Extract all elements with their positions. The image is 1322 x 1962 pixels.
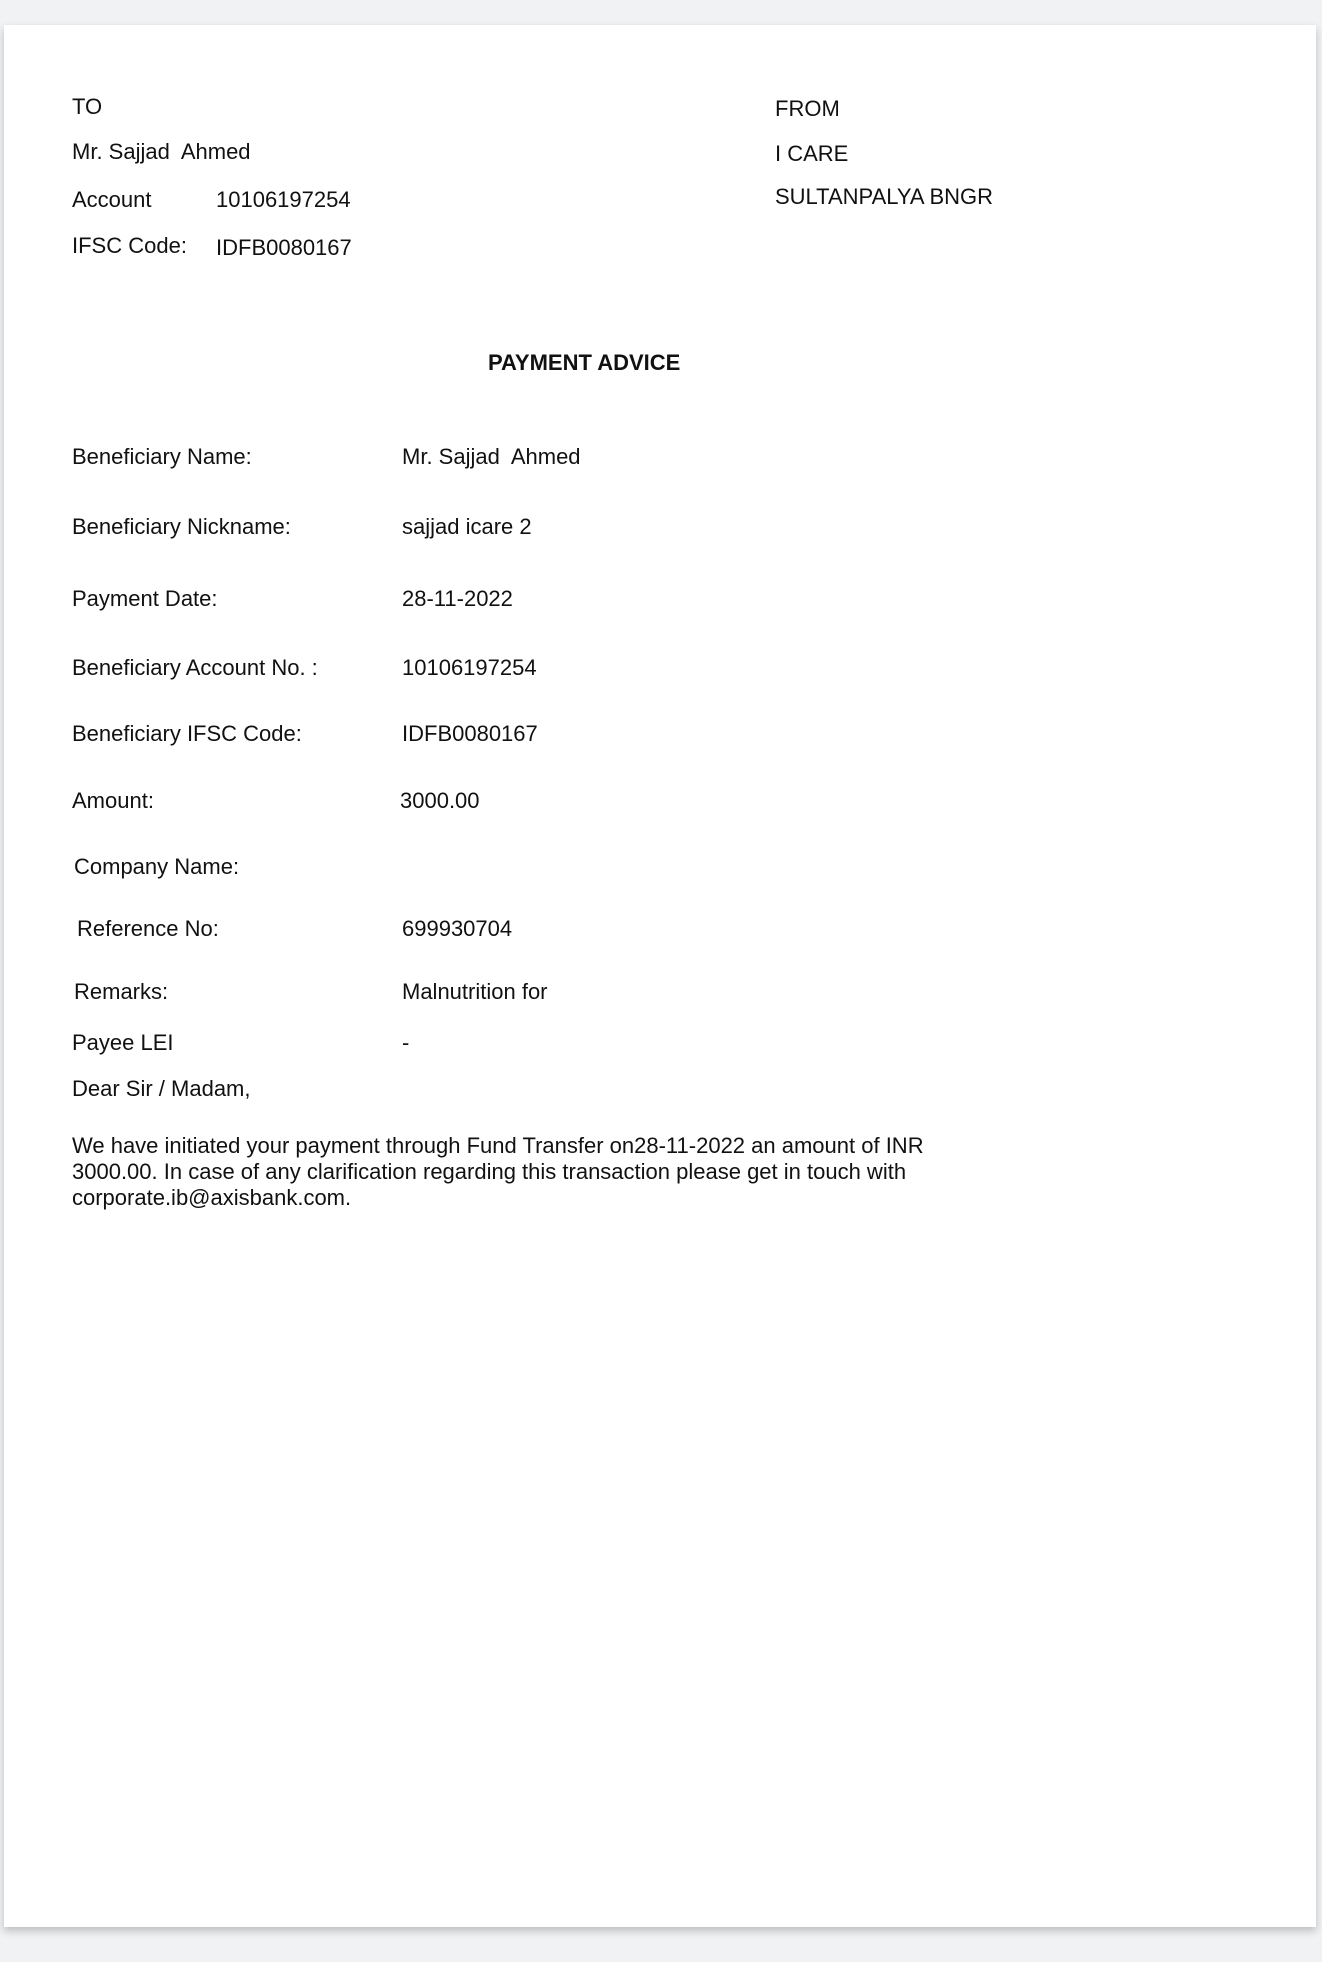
from-address: SULTANPALYA BNGR bbox=[775, 184, 994, 209]
from-heading: FROM bbox=[775, 96, 840, 121]
field-value: 10106197254 bbox=[402, 655, 537, 680]
field-label: Remarks: bbox=[74, 979, 169, 1004]
field-value: 28-11-2022 bbox=[402, 586, 513, 611]
field-label: Beneficiary Account No. : bbox=[72, 655, 318, 680]
from-name: I CARE bbox=[775, 141, 849, 166]
field-value: sajjad icare 2 bbox=[402, 514, 532, 539]
field-label: Amount: bbox=[72, 788, 154, 813]
document-title: PAYMENT ADVICE bbox=[488, 350, 681, 375]
field-label: Reference No: bbox=[77, 916, 219, 941]
body-paragraph: We have initiated your payment through Fund Transfer on28-11-2022 an amount of INR 3000.00. In case of any clarification regarding this transaction please get in touch with corporate.ib@axisbank.com. bbox=[72, 1133, 924, 1210]
to-heading: TO bbox=[72, 94, 103, 119]
field-label: Company Name: bbox=[74, 854, 240, 879]
field-value: 699930704 bbox=[402, 916, 513, 941]
field-value: Malnutrition for bbox=[402, 979, 548, 1004]
to-name: Mr. Sajjad Ahmed bbox=[72, 139, 251, 164]
to-account-label: Account bbox=[72, 187, 152, 212]
field-label: Beneficiary Name: bbox=[72, 444, 252, 469]
payment-advice-page bbox=[4, 25, 1316, 1927]
field-label: Beneficiary IFSC Code: bbox=[72, 721, 302, 746]
to-ifsc-label: IFSC Code: bbox=[72, 233, 187, 258]
salutation: Dear Sir / Madam, bbox=[72, 1076, 251, 1101]
field-label: Payment Date: bbox=[72, 586, 218, 611]
field-value: IDFB0080167 bbox=[402, 721, 538, 746]
to-account-value: 10106197254 bbox=[216, 187, 351, 212]
field-label: Payee LEI bbox=[72, 1030, 174, 1055]
field-label: Beneficiary Nickname: bbox=[72, 514, 291, 539]
to-ifsc-value: IDFB0080167 bbox=[216, 235, 352, 260]
amount-value: 3000.00 bbox=[400, 788, 480, 813]
field-value: - bbox=[402, 1030, 410, 1055]
field-value: Mr. Sajjad Ahmed bbox=[402, 444, 581, 469]
